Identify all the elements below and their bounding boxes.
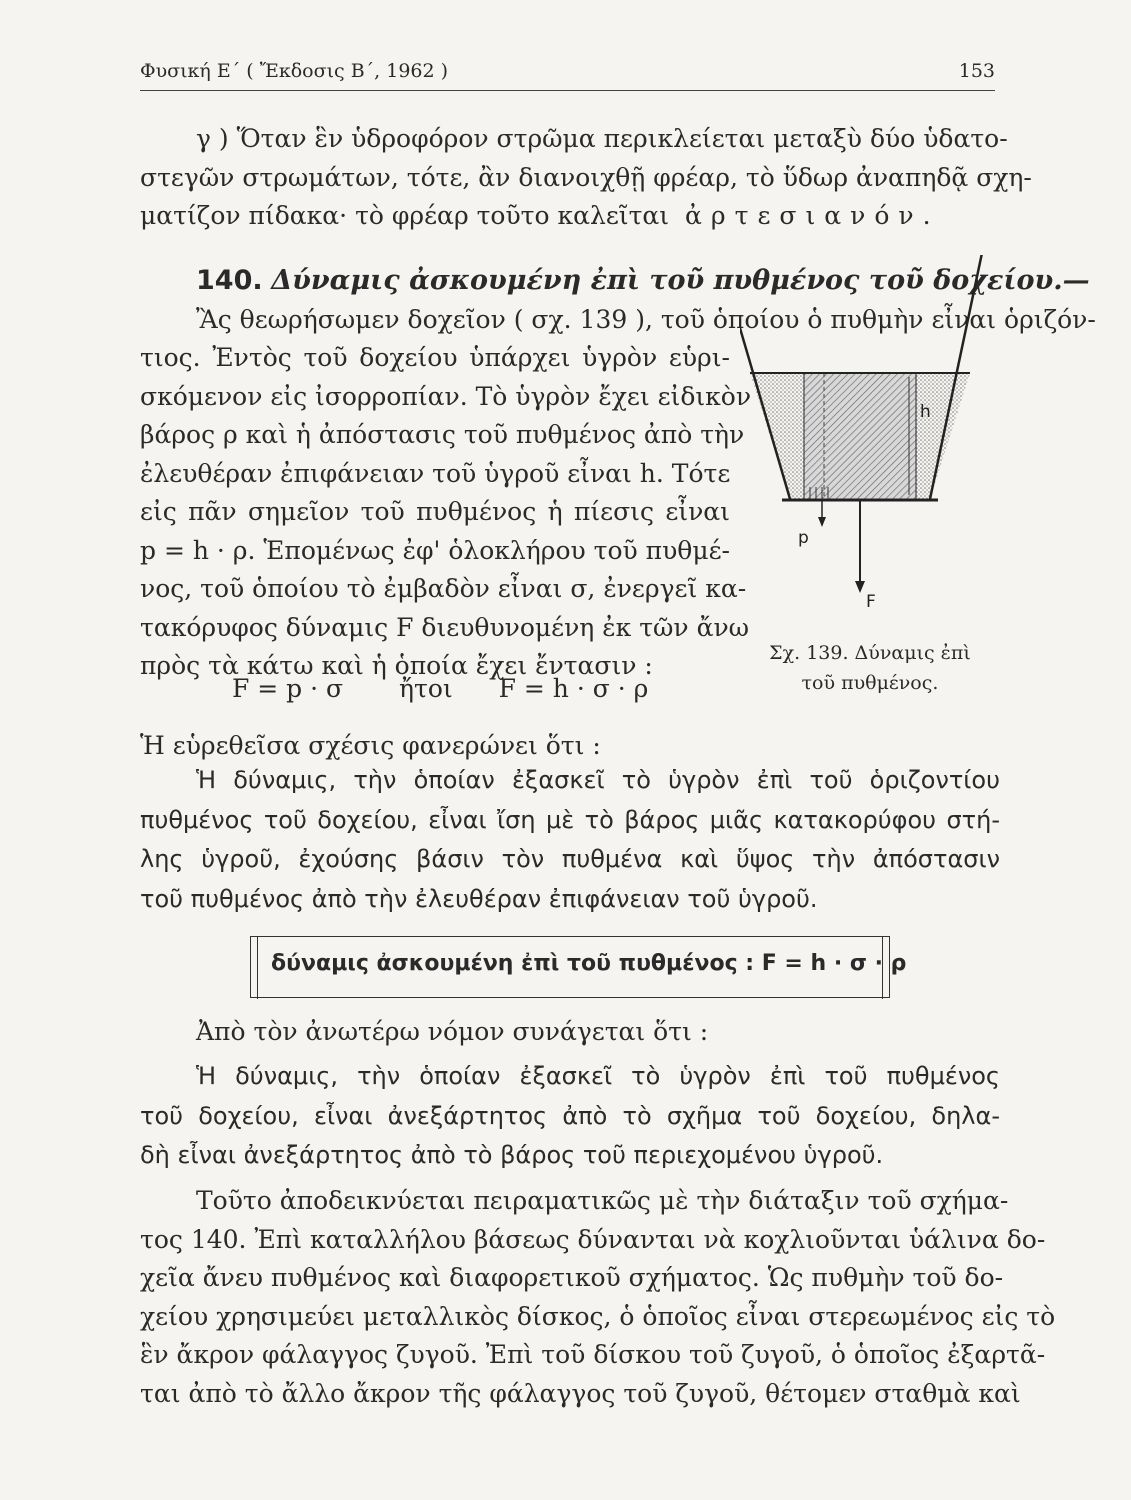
paragraph-experiment	[140, 1182, 1056, 1413]
text-line: ἐλευθέραν ἐπιφάνειαν τοῦ ὑγροῦ εἶναι h. Τότε	[140, 458, 731, 488]
running-header	[140, 58, 995, 91]
figure-139-vessel-diagram	[740, 255, 1000, 635]
text-line: ἓν ἄκρον φάλαγγος ζυγοῦ. Ἐπὶ τοῦ δίσκου τοῦ ζυγοῦ, ὁ ὁποῖος ἐξαρτᾶ-	[140, 1340, 1046, 1369]
law-statement-1	[140, 761, 1000, 919]
text-line: Ἡ δύναμις, τὴν ὁποίαν ἐξασκεῖ τὸ ὑγρὸν ἐπὶ τοῦ πυθμένος	[196, 1062, 1000, 1090]
law-statement-2	[140, 1057, 1000, 1176]
text-line: τιος. Ἐντὸς τοῦ δοχείου ὑπάρχει ὑγρὸν εὑρι-	[140, 343, 730, 372]
text-line: γ ) Ὅταν ἓν ὑδροφόρον στρῶμα περικλείεται μεταξὺ δύο ὑδατο-	[196, 124, 1008, 153]
law-intro	[140, 1013, 1000, 1052]
text-line: πυθμένος τοῦ δοχείου, εἶναι ἴση μὲ τὸ βάρος μιᾶς κατακορύφου στή-	[140, 805, 1000, 834]
text-line: Ἡ δύναμις, τὴν ὁποίαν ἐξασκεῖ τὸ ὑγρὸν ἐπὶ τοῦ ὁριζοντίου	[196, 766, 1000, 794]
text-line: δὴ εἶναι ἀνεξάρτητος ἀπὸ τὸ βάρος τοῦ περιεχομένου ὑγροῦ.	[140, 1141, 884, 1169]
text-line: Ἡ εὑρεθεῖσα σχέσις φανερώνει ὅτι :	[140, 731, 601, 760]
text-line: Τοῦτο ἀποδεικνύεται πειραματικῶς μὲ τὴν διάταξιν τοῦ σχήμα-	[196, 1186, 1009, 1215]
caption-line: Σχ. 139. Δύναμις ἐπὶ	[769, 642, 971, 664]
figure-caption	[740, 638, 1000, 698]
section-body-narrow	[140, 339, 752, 686]
text-line	[140, 197, 1000, 236]
boxed-formula-text: δύναμις ἀσκουμένη ἐπὶ τοῦ πυθμένος : F = h · σ · ρ	[271, 951, 907, 976]
text-line: Ἂς θεωρήσωμεν δοχεῖον ( σχ. 139 ), τοῦ ὁποίου ὁ πυθμὴν εἶναι ὁριζόν-	[196, 304, 1096, 334]
text-line: τοῦ δοχείου, εἶναι ἀνεξάρτητος ἀπὸ τὸ σχῆμα τοῦ δοχείου, δηλα-	[140, 1101, 1000, 1130]
text-line: χείου χρησιμεύει μεταλλικὸς δίσκος, ὁ ὁποῖος εἶναι στερεωμένος εἰς τὸ	[140, 1301, 1056, 1331]
text-line: στεγῶν στρωμάτων, τότε, ἂν διανοιχθῇ φρέαρ, τὸ ὕδωρ ἀναπηδᾷ σχη-	[140, 162, 1032, 192]
liquid-column-hatched	[804, 373, 916, 499]
formula-f-h-sigma-rho: F = h · σ · ρ	[498, 674, 649, 703]
relation-intro	[140, 727, 1000, 766]
caption-line: τοῦ πυθμένος.	[801, 672, 939, 694]
formula-connector: ἤτοι	[399, 674, 453, 703]
running-title: Φυσική Ε΄ ( Ἔκδοσις Β΄, 1962 )	[140, 60, 449, 82]
label-p: p	[798, 528, 809, 548]
text-line: τακόρυφος δύναμις F διευθυνομένη ἐκ τῶν ἄνω	[140, 612, 750, 642]
pressure-arrow-p-head	[818, 517, 826, 527]
text-line: βάρος ρ καὶ ἡ ἀπόστασις τοῦ πυθμένος ἀπὸ τὴν	[140, 420, 745, 449]
text-line: εἰς πᾶν σημεῖον τοῦ πυθμένος ἡ πίεσις εἶναι	[140, 497, 730, 526]
text-line: ται ἀπὸ τὸ ἄλλο ἄκρον τῆς φάλαγγος τοῦ ζυγοῦ, θέτομεν σταθμὰ καὶ	[140, 1378, 1021, 1408]
formula-f-p-sigma: F = p · σ	[232, 674, 344, 703]
text-line: πρὸς τὰ κάτω καὶ ἡ ὁποία ἔχει ἔντασιν :	[140, 651, 653, 680]
text-line: τοῦ πυθμένος ἀπὸ τὴν ἐλευθέραν ἐπιφάνειαν τοῦ ὑγροῦ.	[140, 884, 818, 913]
page-number: 153	[958, 60, 995, 82]
label-h: h	[920, 402, 931, 422]
force-formula	[232, 674, 648, 703]
text-fragment: ματίζον πίδακα· τὸ φρέαρ τοῦτο καλεῖται	[140, 201, 670, 230]
boxed-formula	[250, 936, 907, 998]
paragraph-artesian	[140, 120, 1032, 236]
text-line: νος, τοῦ ὁποίου τὸ ἐμβαδὸν εἶναι σ, ἐνεργεῖ κα-	[140, 574, 747, 603]
text-line: χεῖα ἄνευ πυθμένος καὶ διαφορετικοῦ σχήματος. Ὡς πυθμὴν τοῦ δο-	[140, 1263, 1004, 1292]
text-line: σκόμενον εἰς ἰσορροπίαν. Τὸ ὑγρὸν ἔχει εἰδικὸν	[140, 381, 752, 411]
text-line: τος 140. Ἐπὶ καταλλήλου βάσεως δύνανται νὰ κοχλιοῦνται ὑάλινα δο-	[140, 1224, 1046, 1254]
section-number: 140.	[196, 265, 263, 296]
text-line: Ἀπὸ τὸν ἀνωτέρω νόμον συνάγεται ὅτι :	[196, 1017, 709, 1046]
section-title: Δύναμις ἀσκουμένη ἐπὶ τοῦ πυθμένος τοῦ δοχείου.—	[271, 265, 1090, 296]
force-arrow-f-head	[855, 581, 865, 593]
artesian-term: ἀρτεσιανόν.	[685, 201, 940, 230]
text-line: λης ὑγροῦ, ἐχούσης βάσιν τὸν πυθμένα καὶ ὕψος τὴν ἀπόστασιν	[140, 845, 1000, 873]
label-F: F	[866, 592, 876, 612]
text-line: p = h · ρ. Ἑπομένως ἐφ' ὁλοκλήρου τοῦ πυθμέ-	[140, 535, 731, 565]
